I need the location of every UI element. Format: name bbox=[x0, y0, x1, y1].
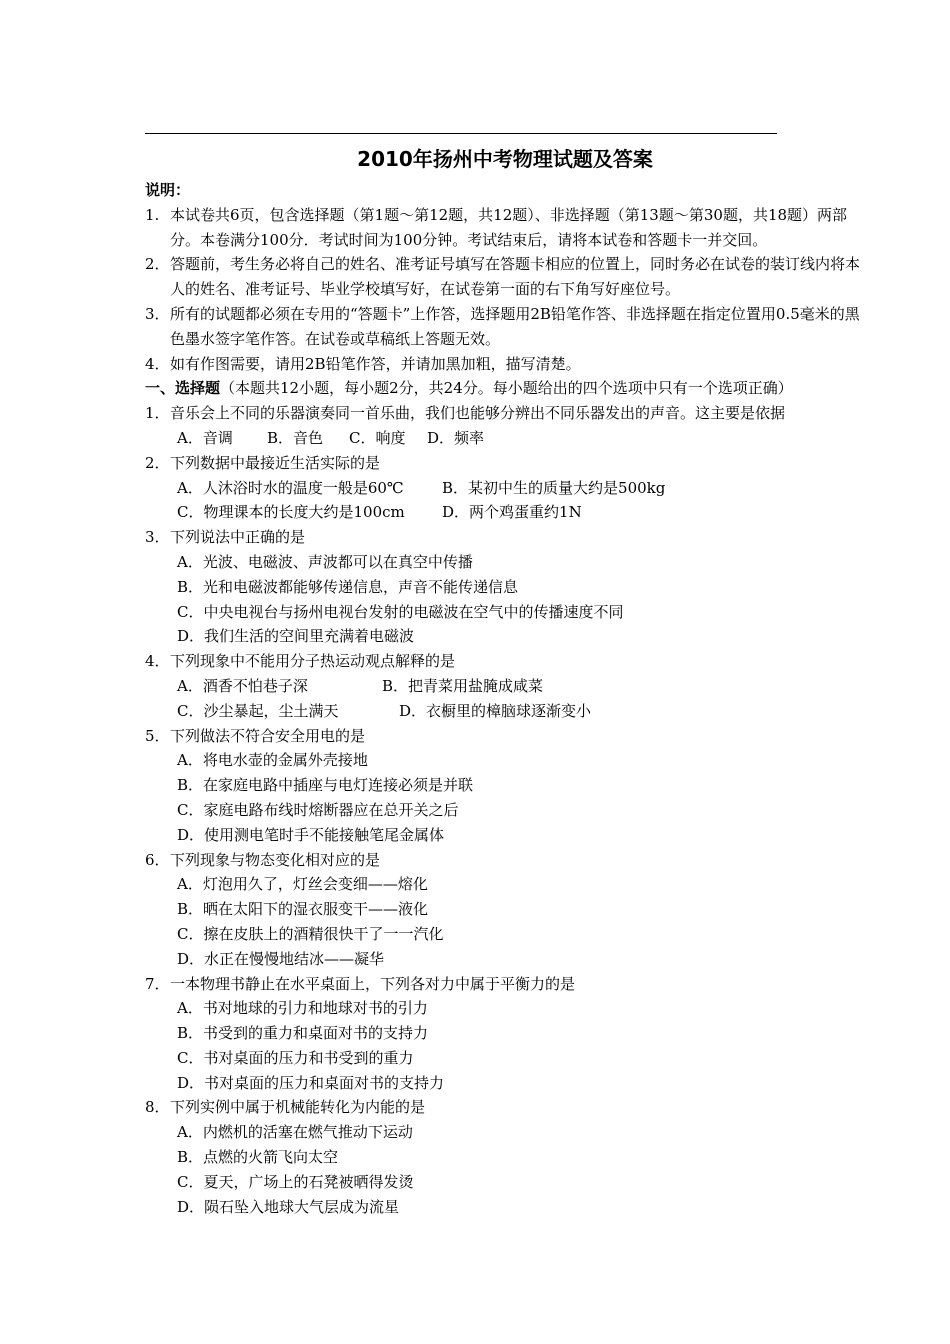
instruction-item bbox=[145, 252, 865, 302]
option: C．擦在皮肤上的酒精很快干了一一汽化 bbox=[177, 924, 444, 943]
question-number: 4． bbox=[145, 652, 170, 671]
header-rule bbox=[145, 133, 777, 134]
section-header bbox=[145, 376, 865, 401]
option: A．音调 bbox=[177, 428, 233, 447]
question-number: 5． bbox=[145, 726, 170, 745]
option: C．夏天，广场上的石凳被晒得发烫 bbox=[177, 1172, 414, 1191]
option: C．沙尘暴起，尘土满天 bbox=[177, 701, 339, 720]
question-stem bbox=[145, 451, 865, 476]
option: D．水正在慢慢地结冰——凝华 bbox=[177, 949, 385, 968]
option: B．在家庭电路中插座与电灯连接必须是并联 bbox=[177, 776, 474, 795]
instruction-number: 2． bbox=[145, 255, 170, 274]
option: D．使用测电笔时手不能接触笔尾金属体 bbox=[177, 825, 445, 844]
instruction-number: 4． bbox=[145, 354, 170, 373]
instruction-text: 答题前，考生务必将自己的姓名、准考证号填写在答题卡相应的位置上，同时务必在试卷的装订线内将本人的姓名、准考证号、毕业学校填写好，在试卷第一面的右下角写好座位号。 bbox=[170, 255, 861, 299]
question-number: 6． bbox=[145, 850, 170, 869]
question-text: 下列实例中属于机械能转化为内能的是 bbox=[170, 1098, 426, 1117]
question-stem bbox=[145, 525, 865, 550]
option: A．光波、电磁波、声波都可以在真空中传播 bbox=[177, 552, 473, 571]
option: B．晒在太阳下的湿衣服变干——液化 bbox=[177, 900, 429, 919]
instruction-text: 本试卷共6页，包含选择题（第1题～第12题，共12题）、非选择题（第13题～第30题，共18题）两部分。本卷满分100分．考试时间为100分钟。考试结束后，请将本试卷和答题卡一并交回。 bbox=[170, 205, 848, 249]
option: D．陨石坠入地球大气层成为流星 bbox=[177, 1197, 400, 1216]
question-text: 下列做法不符合安全用电的是 bbox=[170, 726, 366, 745]
option: B．书受到的重力和桌面对书的支持力 bbox=[177, 1024, 429, 1043]
option: C．书对桌面的压力和书受到的重力 bbox=[177, 1048, 414, 1067]
question-number: 2． bbox=[145, 453, 170, 472]
option: D．频率 bbox=[427, 428, 485, 447]
option: C．家庭电路布线时熔断器应在总开关之后 bbox=[177, 800, 459, 819]
option-row bbox=[145, 426, 865, 451]
instruction-item bbox=[145, 302, 865, 352]
option: B．音色 bbox=[267, 428, 324, 447]
option: B．某初中生的质量大约是500kg bbox=[442, 478, 666, 497]
option: D．两个鸡蛋重约1N bbox=[442, 503, 582, 522]
instruction-item bbox=[145, 203, 865, 253]
option: D．书对桌面的压力和桌面对书的支持力 bbox=[177, 1073, 445, 1092]
option-row bbox=[145, 699, 865, 724]
question-text: 下列现象与物态变化相对应的是 bbox=[170, 850, 381, 869]
option: A．内燃机的活塞在燃气推动下运动 bbox=[177, 1123, 413, 1142]
question-text: 音乐会上不同的乐器演奏同一首乐曲，我们也能够分辨出不同乐器发出的声音。这主要是依据 bbox=[170, 404, 786, 423]
option: D．衣橱里的樟脑球逐渐变小 bbox=[399, 701, 592, 720]
instructions-heading: 说明： bbox=[145, 181, 191, 199]
option: B．把青菜用盐腌成咸菜 bbox=[382, 676, 544, 695]
option: B．点燃的火箭飞向太空 bbox=[177, 1148, 339, 1167]
instruction-item bbox=[145, 352, 865, 377]
question-number: 8． bbox=[145, 1098, 170, 1117]
page-title: 2010年扬州中考物理试题及答案 bbox=[357, 147, 653, 171]
option-row bbox=[145, 674, 865, 699]
section-title: 一、选择题 bbox=[145, 379, 221, 398]
instruction-text: 所有的试题都必须在专用的“答题卡”上作答，选择题用2B铅笔作答、非选择题在指定位置用0.5毫米的黑色墨水签字笔作答。在试卷或草稿纸上答题无效。 bbox=[170, 304, 860, 348]
option-row bbox=[145, 476, 865, 501]
instruction-number: 1. bbox=[145, 205, 160, 224]
question-number: 3． bbox=[145, 528, 170, 547]
question-text: 下列数据中最接近生活实际的是 bbox=[170, 453, 381, 472]
option-row bbox=[145, 500, 865, 525]
question-stem bbox=[145, 401, 865, 426]
option: A．将电水壶的金属外壳接地 bbox=[177, 751, 368, 770]
option: A．灯泡用久了，灯丝会变细——熔化 bbox=[177, 875, 428, 894]
question-stem bbox=[145, 1095, 865, 1120]
instruction-text: 如有作图需要，请用2B铅笔作答，并请加黑加粗，描写清楚。 bbox=[170, 354, 581, 373]
question-number: 7． bbox=[145, 974, 170, 993]
question-stem bbox=[145, 972, 865, 997]
question-stem bbox=[145, 649, 865, 674]
option: D．我们生活的空间里充满着电磁波 bbox=[177, 627, 415, 646]
option: A．书对地球的引力和地球对书的引力 bbox=[177, 999, 428, 1018]
option: C．响度 bbox=[349, 428, 406, 447]
instruction-number: 3． bbox=[145, 304, 170, 323]
question-text: 下列说法中正确的是 bbox=[170, 528, 306, 547]
question-stem bbox=[145, 724, 865, 749]
option: B．光和电磁波都能够传递信息，声音不能传递信息 bbox=[177, 577, 519, 596]
question-number: 1． bbox=[145, 404, 170, 423]
exam-page bbox=[145, 140, 865, 1219]
section-description: （本题共12小题，每小题2分，共24分。每小题给出的四个选项中只有一个选项正确） bbox=[220, 379, 793, 398]
option: A．酒香不怕巷子深 bbox=[177, 676, 308, 695]
question-stem bbox=[145, 848, 865, 873]
question-text: 下列现象中不能用分子热运动观点解释的是 bbox=[170, 652, 456, 671]
option: A．人沐浴时水的温度一般是60℃ bbox=[177, 478, 404, 497]
option: C．中央电视台与扬州电视台发射的电磁波在空气中的传播速度不同 bbox=[177, 602, 624, 621]
option: C．物理课本的长度大约是100cm bbox=[177, 503, 405, 522]
question-text: 一本物理书静止在水平桌面上，下列各对力中属于平衡力的是 bbox=[170, 974, 576, 993]
